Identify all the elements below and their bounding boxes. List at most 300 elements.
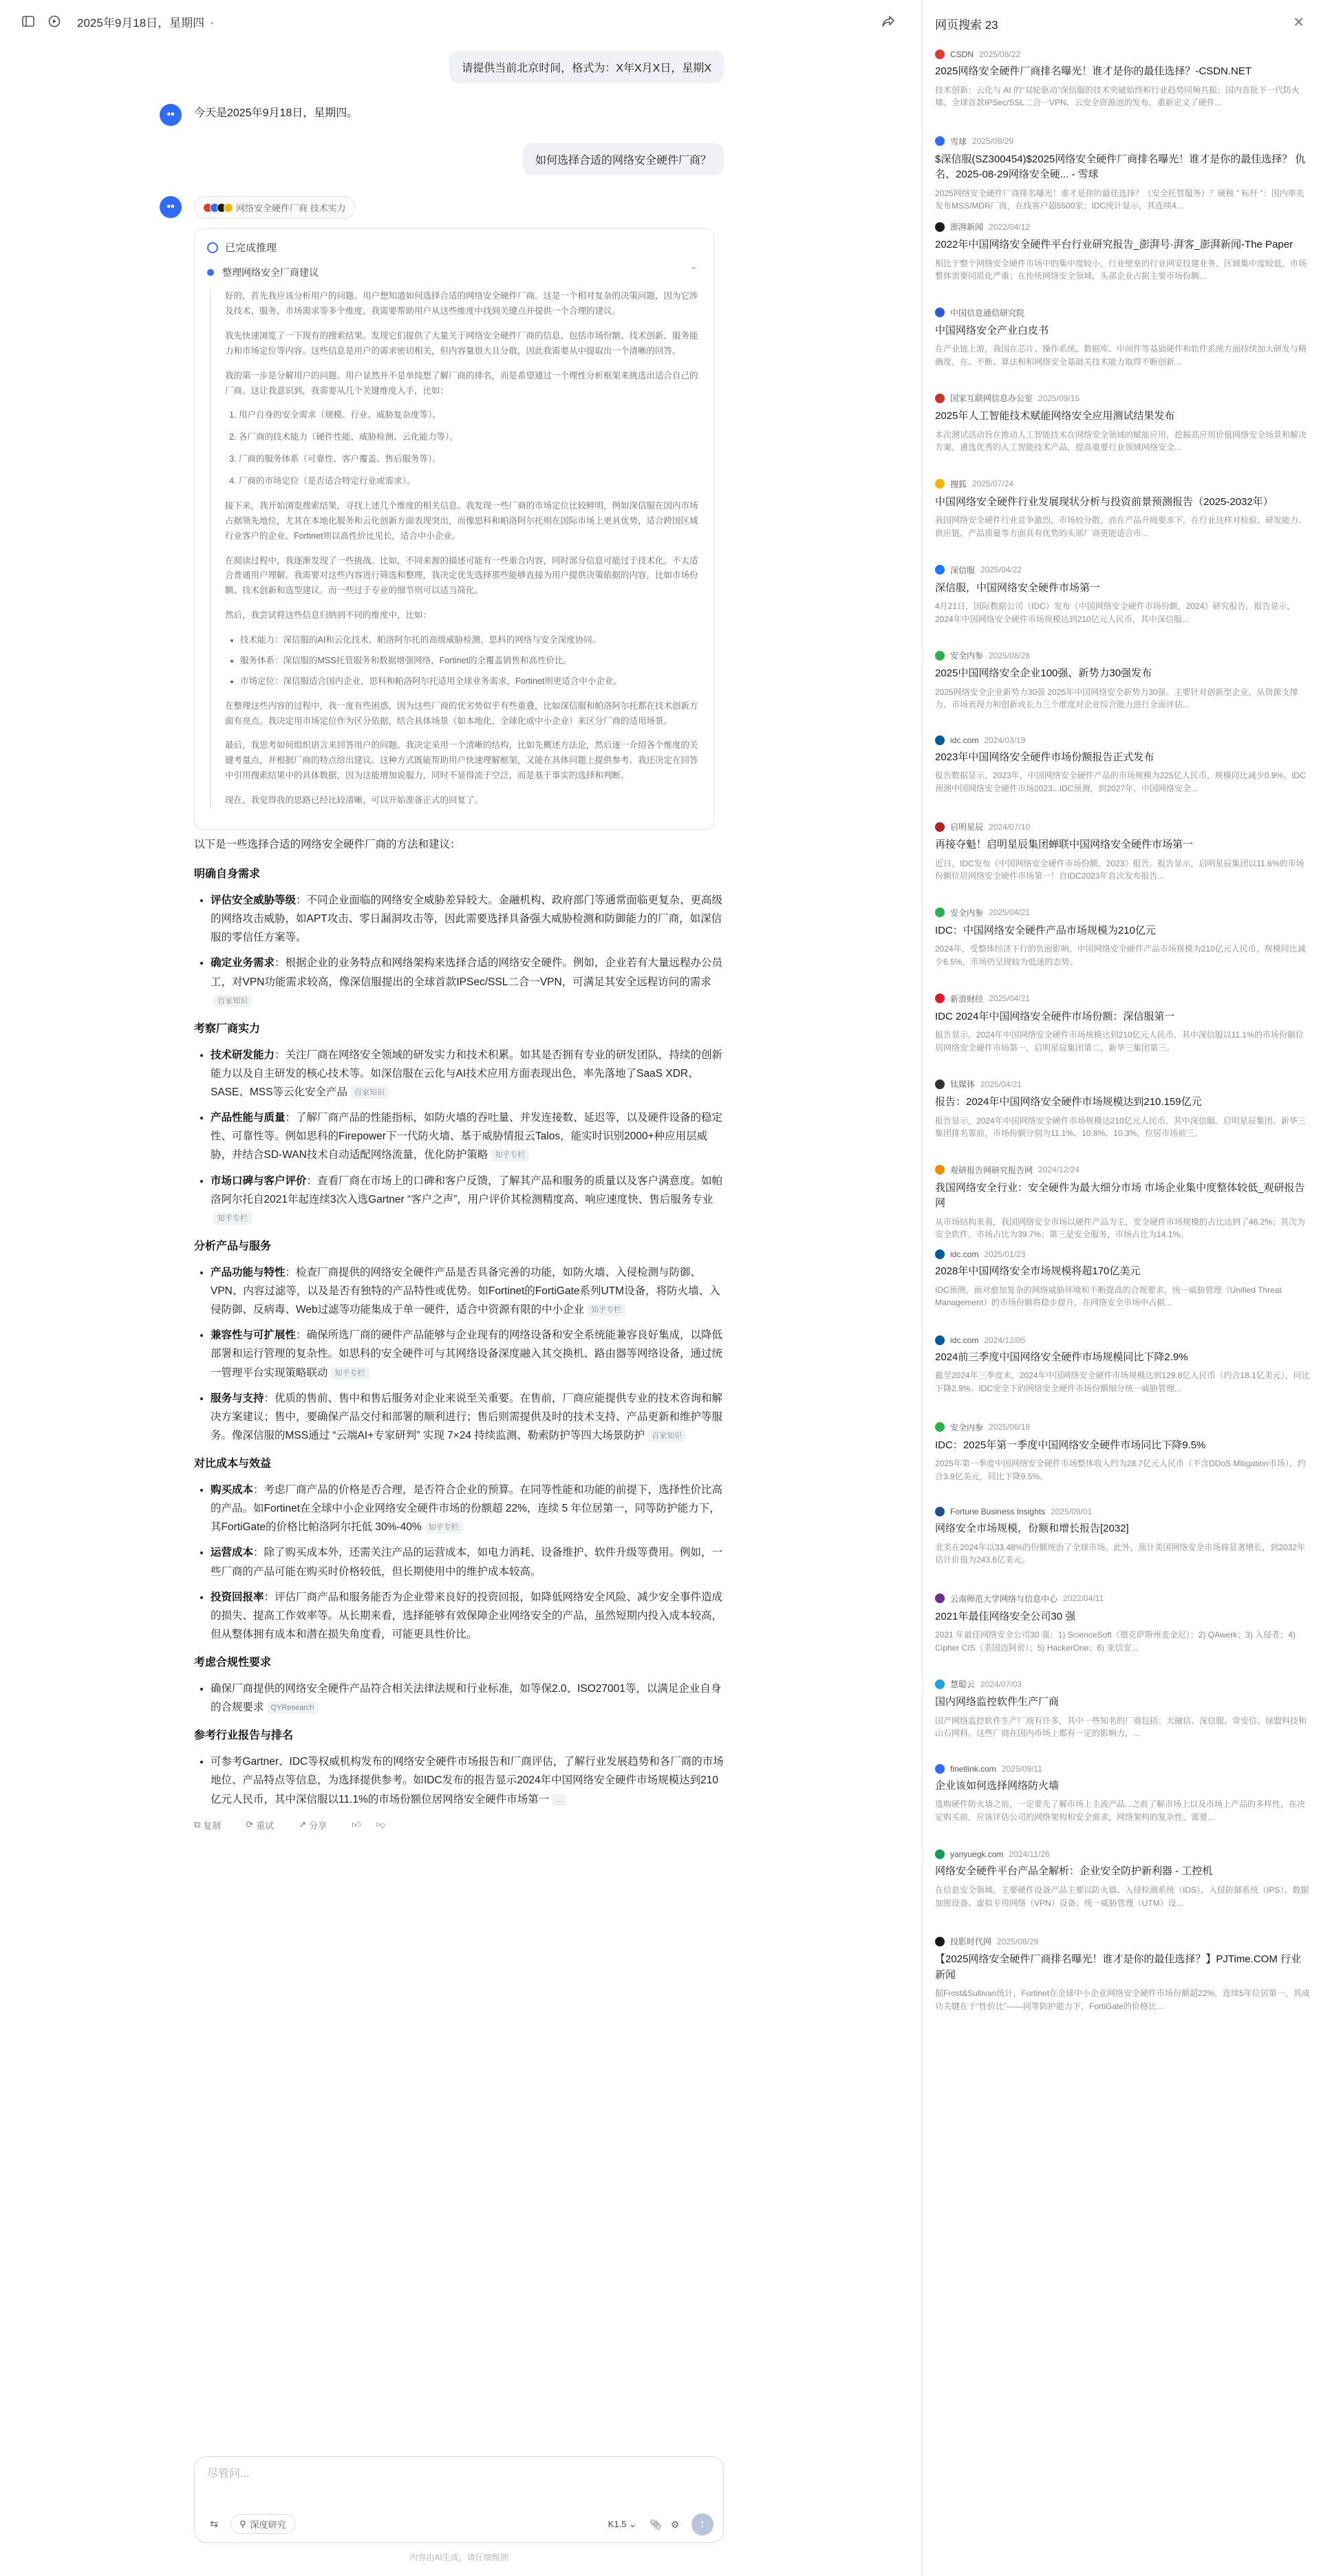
source-date: 2025/04/21 [980,1079,1022,1089]
section-list [194,891,724,1010]
item-title: 确定业务需求 [211,957,275,969]
model-label: K1.5 [608,2519,627,2529]
source-meta [935,736,1311,745]
sidebar-title: 网页搜索 23 [935,19,998,32]
source-item[interactable] [935,1164,1311,1250]
source-meta [935,821,1311,833]
source-meta [935,1849,1311,1859]
source-site: Fortune Business Insights [950,1507,1046,1517]
section-item [211,1752,724,1808]
source-title[interactable]: 2021年最佳网络安全公司30 强 [935,1610,1076,1622]
source-title[interactable]: IDC 2024年中国网络安全硬件市场份额：深信服第一 [935,1010,1175,1022]
reasoning-paragraph: 我先快速浏览了一下现有的搜索结果。发现它们提供了大量关于网络安全硬件厂商的信息，包括市场份额、技术创新、服务能力和市场定位等内容。这些信息是用户的需求密切相关，但内容量很大且分散，因此我需要从中提取出一个清晰的回答。 [225,330,698,356]
assistant-message [167,196,724,1832]
source-site: idc.com [950,735,979,745]
source-meta [935,136,1311,147]
site-favicon-icon [935,1335,945,1345]
section-heading: 对比成本与效益 [194,1458,272,1470]
source-meta [935,1507,1311,1516]
research-icon: ⚲ [239,2518,246,2529]
item-text: ：考虑厂商产品的价格是否合理，是否符合企业的预算。在同等性能和功能的前提下，选择性价比高的产品。如Fortinet在全球中小企业网络安全硬件市场的份额超 22%，连续 5 年位居第一，同等防护能力下，其FortiGate的价格比帕洛阿尔托低 30%-40% [211,1484,723,1534]
source-meta [935,478,1311,490]
site-favicon-icon [935,736,945,745]
source-snippet: 报告显示，2024年中国网络安全硬件市场规模达到210亿元人民币，其中深信服以11.1%的市场份额位居网络安全硬件市场第一，启明星辰集团第二，新华三集团第三。 [935,1030,1304,1053]
like-button[interactable] [352,1819,364,1830]
source-item[interactable] [935,1678,1311,1764]
site-favicon-icon [935,908,945,917]
source-snippet: 2024年，受整体经济下行的负面影响，中国网络安全硬件产品市场规模为210亿元人民币，规模同比减少6.5%，市场仍呈现较为低迷的态势。 [935,944,1306,967]
source-item[interactable] [935,136,1311,222]
source-title[interactable]: 再接夺魁！启明星辰集团蝉联中国网络安全硬件市场第一 [935,839,1194,851]
source-date: 2025/09/11 [1001,1763,1042,1774]
send-button[interactable] [691,2513,713,2535]
item-text: ：优质的售前、售中和售后服务对企业来说至关重要。在售前，厂商应能提供专业的技术咨询和解决方案建议；售中，要确保产品交付和部署的顺利进行；售后则需提供及时的技术支持、产品更新和维护等服务。像深信服的MSS通过 “云端AI+专家研判” 实现 7×24 持续监测、勒索防护等四大场景防护 [211,1392,723,1441]
reasoning-paragraph: 接下来，我开始浏览搜索结果，寻找上述几个维度的相关信息。我发现一些厂商的市场定位比较鲜明，例如深信服在国内市场占据领先地位，尤其在本地化服务和云化创新方面表现突出，而像思科和帕洛阿尔托则在国际市场上更具优势，适合跨国区域行业客户的企业。Fortinet则以高性价比见长，适合中小企业。 [225,500,698,541]
source-date: 2025/01/23 [984,1249,1026,1260]
reasoning-status-label: 已完成推理 [225,242,277,255]
search-sources-chip[interactable] [194,196,355,219]
item-text: ：关注厂商在网络安全领域的研发实力和技术积累。如其是否拥有专业的研发团队，持续的创新能力以及自主研发的核心技术等。如深信服在云化与AI技术应用方面表现出色，率先落地了SaaS XDR、SASE、MSS等云化安全产品 [211,1049,723,1099]
source-site: 国家互联网信息办公室 [950,394,1033,404]
site-favicon-icon [935,1764,945,1774]
reasoning-list-item: 3. 厂商的服务体系（可靠性、客户覆盖、售后服务等）。 [239,452,701,467]
item-title: 运营成本 [211,1547,254,1559]
source-title[interactable]: 中国网络安全产业白皮书 [935,324,1049,336]
section-heading: 考虑合规性要求 [194,1657,272,1669]
share-button[interactable] [299,1818,339,1832]
source-item[interactable] [935,221,1311,307]
source-snippet: 在产业链上游，我国在芯片、操作系统、数据库、中间件等基础硬件和软件系统方面持续加大研发与精确度，在、不断、算法和和网络安全基础关技术能力取得不断创新... [935,344,1307,367]
reasoning-panel [194,228,714,830]
section-list [194,1752,724,1808]
source-site: 搜狐 [950,479,967,489]
citation-badge[interactable]: 知乎专栏 [331,1367,369,1380]
ai-disclaimer: 内容由AI生成，请仔细甄别 [409,2553,508,2562]
section-item [211,1326,724,1382]
source-snippet: 2025网络安全企业新势力30强 2025年中国网络安全新势力30强。主要针对创新型企业，从资源支撑力、市场表现力和创新成长力三个维度对企业综合能力进行全面评估... [935,687,1298,710]
reasoning-list-item: 4. 厂商的市场定位（是否适合特定行业或需求）。 [239,474,701,489]
source-title[interactable]: 网络安全市场规模，份额和增长报告[2032] [935,1523,1129,1535]
user-bubble: 如何选择合适的网络安全硬件厂商？ [523,143,724,175]
site-favicon-icon [935,1165,945,1174]
section-heading: 明确自身需求 [194,868,261,881]
section-item [211,954,724,1009]
item-title: 产品功能与特性 [211,1266,286,1278]
section-list [194,1481,724,1644]
reasoning-bullet: • 市场定位：深信服适合国内企业，思科和帕洛阿尔托适用全球业务需求，Fortinet则更适合中小企业。 [240,674,701,689]
source-item[interactable] [935,1249,1311,1335]
source-site: CSDN [950,50,974,59]
source-meta [935,307,1311,319]
source-snippet: 相比于整个网络安全硬件市场中的集中度较小，行业壁垒的行业网安投建业务，区域集中度较低，市场整体需要同质化严重；在传统网络安全领域，头部企业占据主要市场份额... [935,258,1307,281]
item-text: ：检查厂商提供的网络安全硬件产品是否具备完善的功能，如防火墙、入侵检测与防御、VPN、内容过滤等，以及是否有独特的产品特性或优势。如Fortinet的FortiGate系列UTM设备，将防火墙、入侵防御、反病毒、Web过滤等功能集成于单一硬件，适合中资源有限的中小企业 [211,1266,720,1316]
reasoning-paragraph: 好的，首先我应该分析用户的问题。用户想知道如何选择合适的网络安全硬件厂商。这是一个相对复杂的决策问题，因为它涉及技术、服务、市场需求等多个维度。我需要帮助用户从这些维度中找到关键点并提供一个合理的建议。 [225,291,698,316]
source-title[interactable]: $深信服(SZ300454)$2025网络安全硬件厂商排名曝光！谁才是你的最佳选择？ 仇名、2025-08-29网络安全硬... - 雪球 [935,153,1306,181]
site-favicon-icon [935,1593,945,1603]
source-item[interactable] [935,564,1311,650]
reasoning-status[interactable] [207,240,701,255]
site-favicon-icon [935,50,945,59]
search-sidebar [922,0,1321,2576]
item-text: ：确保所选厂商的硬件产品能够与企业现有的网络设备和安全系统能兼容良好集成，以降低部署和运行管理的复杂性。如思科的安全硬件可与其网络设备深度融入其交换机、路由器等网络设备，通过统一管理平台实现策略联动 [211,1329,723,1379]
site-favicon-icon [935,1679,945,1689]
reasoning-step[interactable] [207,266,701,279]
site-favicon-icon [935,994,945,1003]
source-item[interactable] [935,50,1311,136]
retry-label: 重试 [256,1820,275,1831]
source-site: 雪球 [950,136,967,147]
site-favicon-icon [935,136,945,146]
share-label: 分享 [309,1820,327,1831]
site-favicon-icon [935,1080,945,1089]
source-meta [935,907,1311,919]
citation-badge[interactable]: QYResearch [267,1702,319,1714]
assistant-avatar: •• [160,196,182,218]
share-icon: ↗ [299,1819,307,1830]
source-title[interactable]: 2023年中国网络安全硬件市场份额报告正式发布 [935,751,1154,763]
user-message [194,51,724,83]
site-favicon-icon [935,1507,945,1516]
section-list [194,1046,724,1227]
source-site: 投影时代网 [950,1937,992,1947]
copy-icon: ⧉ [194,1819,201,1830]
site-favicon-icon [935,651,945,661]
section-item [211,1389,724,1445]
source-snippet: 据Frost&Sullivan统计，Fortinet在全球中小企业网络安全硬件市场份额超22%，连续5年位居第一，其成功关键在于“性价比”——同等防护能力下，FortiGate的价格比... [935,1988,1310,2011]
source-snippet: 国产网络监控软件生产厂商有许多，其中一些知名的厂商包括：天融信、深信服、奇安信、绿盟科技和山石网科。这些厂商在国内市场上都有一定的影响力，... [935,1715,1307,1739]
site-favicon-icon [935,394,945,403]
citation-badge[interactable]: 百家知识 [647,1430,686,1442]
source-meta [935,1764,1311,1774]
source-date: 2024/12/24 [1038,1165,1080,1175]
source-favicons [203,203,230,213]
source-item[interactable] [935,1935,1311,2021]
source-date: 2025/08/22 [979,50,1021,59]
source-title[interactable]: 网络安全硬件平台产品全解析：企业安全防护新利器 - 工控机 [935,1865,1213,1878]
source-item[interactable] [935,1507,1311,1593]
source-title[interactable]: 2025网络安全硬件厂商排名曝光！谁才是你的最佳选择？-CSDN.NET [935,65,1252,77]
source-item[interactable] [935,1764,1311,1850]
reasoning-list-item: 2. 各厂商的技术能力（硬件性能、威胁检测、云化能力等）。 [239,430,701,445]
chat-thread [167,51,724,1852]
source-date: 2025/04/21 [989,908,1031,918]
source-date: 2024/07/10 [989,822,1031,832]
assistant-text: 今天是2025年9月18日，星期四。 [194,107,358,119]
item-text: 可参考Gartner、IDC等权威机构发布的网络安全硬件市场报告和厂商评估，了解行业发展趋势和各厂商的市场地位、产品特点等信息，为选择提供参考。如IDC发布的报告显示2024年中国网络安全硬件市场规模达到210亿元人民币，其中深信服以11.1%的市场份额位居网络安全硬件市场第一 [211,1756,724,1805]
site-favicon-icon [935,1249,945,1259]
site-favicon-icon [935,1937,945,1946]
section-list [194,1679,724,1717]
arrow-up-icon: ↑ [700,2518,705,2530]
reasoning-list [225,408,701,489]
citation-badge[interactable]: 知乎专栏 [213,1212,252,1225]
source-site: finetlink.com [950,1763,996,1774]
source-title[interactable]: IDC：2025年第一季度中国网络安全硬件市场同比下降9.5% [935,1439,1206,1451]
source-date: 2025/09/15 [1038,393,1080,403]
source-item[interactable] [935,1335,1311,1421]
composer-right [608,2513,713,2535]
answer-intro: 以下是一些选择合适的网络安全硬件厂商的方法和建议： [194,838,461,850]
item-text: 确保厂商提供的网络安全硬件产品符合相关法律法规和行业标准，如等保2.0、ISO27001等，以满足企业自身的合规要求 [211,1683,722,1714]
model-selector[interactable]: K1.5 ⌄ [608,2519,636,2529]
source-site: idc.com [950,1335,979,1345]
copy-label: 复制 [203,1820,222,1831]
chevron-down-icon[interactable]: ⌄ [208,17,216,26]
source-title[interactable]: 我国网络安全行业：安全硬件为最大细分市场 市场企业集中度整体较低_观研报告网 [935,1181,1305,1210]
section-item [211,1172,724,1227]
source-site: 云南师范大学网络与信息中心 [950,1593,1058,1604]
answer-sections [194,865,724,1809]
item-text: ：了解厂商产品的性能指标，如防火墙的吞吐量、并发连接数、延迟等，以及硬件设备的稳定性、可靠性等。例如思科的Firepower下一代防火墙、基于威胁情报云Talos，能实时识别2000+种应用层威胁，并结合SD-WAN技术自动适配网络流量，优化防护策略 [211,1112,723,1161]
source-item[interactable] [935,1849,1311,1935]
source-site: 深信服 [950,565,976,575]
citation-badge[interactable]: 知乎专栏 [425,1521,463,1534]
reasoning-step-label: 整理网络安全厂商建议 [222,267,319,279]
source-snippet: 2025网络安全硬件厂商排名曝光！谁才是你的最佳选择？（安全托管服务）？硬核 “ 标杆 ”：国内率先发布MSS/MDR厂商，在线客户超5500家；IDC统计显示，其连续4... [935,188,1304,211]
source-site: idc.com [950,1249,979,1260]
section-item [211,1588,724,1644]
item-title: 服务与支持 [211,1392,264,1404]
source-title[interactable]: 报告：2024年中国网络安全硬件市场规模达到210.159亿元 [935,1096,1202,1108]
reasoning-list-item: 1. 用户自身的安全需求（规模、行业、威胁复杂度等）。 [239,408,701,423]
thumbs-down-icon: 👎︎ [376,1819,385,1830]
reasoning-paragraph: 在整理这些内容的过程中，我一度有些困惑，因为这些厂商的优劣势似乎有些重叠，比如深信服和帕洛阿尔托都在技术创新方面有亮点。我决定用市场定位作为区分依据，结合具体场景（如本地化、全球化或中小企业）来区分厂商的适用场景。 [225,700,698,726]
item-title: 评估安全威胁等级 [211,894,297,907]
source-item[interactable] [935,307,1311,393]
source-snippet: 报告显示，2024年中国网络安全硬件市场规模达210亿元人民币，其中深信服、启明星辰集团、新华三集团排名靠前，市场份额分别为11.1%、10.8%、10.3%，位居市场前三。 [935,1115,1306,1139]
source-snippet: 4月21日，国际数据公司（IDC）发布《中国网络安全硬件市场份额，2024》研究报告。报告显示，2024年中国网络安全硬件市场规模达到210亿元人民币，其中深信服... [935,601,1296,624]
citation-badge[interactable]: 百家知识 [350,1086,389,1099]
section-heading: 参考行业报告与排名 [194,1730,294,1742]
user-bubble: 请提供当前北京时间，格式为：X年X月X日，星期X [449,51,724,83]
section-item [211,1046,724,1102]
share-icon[interactable] [878,11,899,32]
message-actions [194,1818,724,1832]
reasoning-paragraph: 最后，我思考如何组织语言来回答用户的问题。我决定采用一个清晰的结构，比如先概述方法论，然后逐一介绍各个维度的关键考量点，并根据厂商的特点给出建议。这种方式既能帮助用户快速理解框架，又能在具体问题上提供参考。我还决定在回答中引用搜索结果中的具体数据，因为这能增加说服力，同时不显得流于空泛，而是基于事实的选择和判断。 [225,740,698,781]
source-date: 2025/08/29 [972,136,1014,147]
source-date: 2024/07/03 [980,1679,1022,1689]
section-item [211,891,724,947]
reasoning-bullets [225,633,701,689]
section-item [211,1481,724,1536]
search-query-label: 网络安全硬件厂商 技术实力 [236,203,346,214]
item-title: 购买成本 [211,1484,254,1496]
source-item[interactable] [935,478,1311,564]
chevron-up-icon[interactable]: ⌃ [689,266,697,276]
source-title[interactable]: 2025中国网络安全企业100强、新势力30强发布 [935,667,1152,680]
section-heading: 分析产品与服务 [194,1240,272,1252]
site-favicon-icon [935,479,945,489]
source-item[interactable] [935,736,1311,822]
source-snippet: 报告数据显示，2023年，中国网络安全硬件产品的市场规模为225亿人民币，规模同比减少0.9%。IDC预测中国网络安全硬件市场2023...IDC预测，到2027年，中国网络安全... [935,771,1306,793]
citation-badge[interactable]: 知乎专栏 [587,1304,625,1316]
source-site: 启明星辰 [950,822,984,833]
top-bar [0,0,922,43]
source-title[interactable]: 国内网络监控软件生产厂商 [935,1696,1060,1708]
reasoning-paragraph: 现在，我觉得我的思路已经比较清晰，可以开始准备正式的回复了。 [225,795,484,806]
source-meta [935,1249,1311,1259]
sidebar-toggle-icon[interactable] [18,11,39,32]
reasoning-body [210,289,701,808]
source-meta [935,1678,1311,1690]
source-date: 2025/04/22 [980,565,1022,575]
section-heading: 考察厂商实力 [194,1022,261,1035]
source-snippet: 2025年第一季度中国网络安全硬件市场整体收入约为28.7亿元人民币（不含DDoS Mitigation市场），约合3.9亿美元，同比下降9.5%。 [935,1459,1306,1481]
source-meta [935,392,1311,404]
section-item [211,1263,724,1319]
source-date: 2024/12/05 [984,1335,1026,1345]
source-site: 中国信息通信研究院 [950,308,1025,318]
assistant-message [167,104,724,122]
source-snippet: 我国网络安全硬件行业竞争激烈，市场较分散，而在产品升级要求下，在行业这样对检验、研发能力、供应链、产品质量等方面具有优势的头部厂商更能适合市... [935,515,1307,539]
source-title[interactable]: 深信服，中国网络安全硬件市场第一 [935,581,1101,594]
source-item[interactable] [935,1078,1311,1164]
source-item[interactable] [935,907,1311,993]
source-date: 2025/08/28 [989,650,1031,661]
section-item [211,1679,724,1717]
item-text: ：查看厂商在市场上的口碑和客户反馈，了解其产品和服务的质量以及客户满意度。如帕洛阿尔托自2021年起连续3次入选Gartner “客户之声”，用户评价其检测精度高、响应速度快、售后服务专业 [211,1174,723,1205]
source-item[interactable] [935,1593,1311,1679]
source-site: 安全内参 [950,908,984,918]
copy-button[interactable] [194,1818,233,1832]
source-meta [935,564,1311,576]
retry-button[interactable] [246,1818,286,1832]
item-text: ：评估厂商产品和服务能否为企业带来良好的投资回报，如降低网络安全风险、减少安全事件造成的损失、提高工作效率等。从长期来看，选择能够有效保障企业网络安全的产品，虽然短期内投入成本较高，但从整体拥有成本和潜在损失角度看，可能更具性价比。 [211,1591,723,1640]
source-title[interactable]: 企业该如何选择网络防火墙 [935,1779,1060,1792]
source-meta [935,1935,1311,1947]
deep-research-label: 深度研究 [250,2520,286,2530]
source-item[interactable] [935,821,1311,907]
chat-title[interactable]: 2025年9月18日，星期四 [77,16,205,30]
source-date: 2022/04/11 [1063,1593,1104,1604]
source-site: 新浪财经 [950,994,984,1004]
source-snippet: 技术创新：云化与 AI 的“双轮驱动”深信服的技术突破始终和行业趋势同频共振：国内首批下一代防火墙、全球首款IPSec/SSL二合一VPN、云安全资源池的发布，重新定义了硬件... [935,85,1300,108]
site-favicon-icon [935,565,945,575]
composer-tools [204,2514,295,2534]
section-item [211,1108,724,1164]
site-favicon-icon [935,822,945,832]
item-title: 市场口碑与客户评价 [211,1174,307,1187]
deep-research-button[interactable] [230,2514,295,2534]
source-site: 安全内参 [950,651,984,661]
item-title: 投资回报率 [211,1591,264,1603]
source-meta [935,1164,1311,1176]
source-title[interactable]: 中国网络安全硬件行业发展现状分析与投资前景预测报告（2025-2032年） [935,495,1274,508]
source-meta [935,1593,1311,1604]
source-date: 2025/09/01 [1051,1507,1093,1517]
source-site: 观研报告网研究报告网 [950,1165,1033,1175]
source-date: 2025/06/18 [989,1422,1031,1432]
chat-input[interactable] [207,2468,702,2480]
item-text: ：除了购买成本外，还需关注产品的运营成本，如电力消耗、设备维护、软件升级等费用。例如，一些厂商的产品可能在购买时价格较低，但长期使用中的维护成本较高。 [211,1547,723,1578]
site-favicon-icon [935,1849,945,1859]
lightbulb-icon [207,242,218,253]
thumbs-up-icon: 👍︎ [352,1819,361,1830]
chat-composer [194,2456,724,2543]
dislike-button[interactable] [376,1819,388,1830]
site-favicon-icon [935,222,945,232]
source-meta [935,993,1311,1005]
source-item[interactable] [935,1421,1311,1507]
attach-icon[interactable]: 📎︎ [649,2518,662,2530]
source-title[interactable]: 【2025网络安全硬件厂商排名曝光！谁才是你的最佳选择？】PJTime.COM 行业新闻 [935,1953,1301,1981]
source-item[interactable] [935,993,1311,1079]
source-meta [935,1421,1311,1433]
source-snippet: IDC预测，面对愈加复杂的网络威胁环境和不断提高的合规要求，统一威胁管理（Unified Threat Management）的市场份额将稳步提升，在网络安全市场中占据... [935,1285,1282,1308]
source-item[interactable] [935,392,1311,478]
source-meta [935,650,1311,661]
source-snippet: 在信息安全领域，主要硬件设备产品主要以防火墙、入侵检测系统（IDS）、入侵防御系统（IPS）、数据加密设备、虚拟专用网络（VPN）设备、统一威胁管理（UTM）设... [935,1885,1309,1908]
reasoning-paragraph: 我的第一步是分解用户的问题。用户显然并不是单纯想了解厂商的排名，而是希望通过一个理性分析框架来挑选出适合自己的厂商。这让我意识到，我需要从几个关键维度入手，比如： [225,370,698,396]
reasoning-paragraph: 然后，我尝试将这些信息归纳到不同的维度中，比如： [225,610,432,621]
source-date: 2025/08/29 [997,1936,1039,1946]
source-snippet: 截至2024年三季度末，2024年中国网络安全硬件市场规模达到129.8亿人民币（约合18.1亿美元），同比下降2.9%。IDC安全下的网络安全硬件市场份额细分统一威胁管理... [935,1371,1310,1393]
source-meta [935,221,1311,233]
source-title[interactable]: 2022年中国网络安全硬件平台行业研究报告_澎湃号·湃客_澎湃新闻-The Paper [935,239,1293,251]
source-date: 2025/04/21 [989,994,1031,1004]
close-icon[interactable]: ✕ [1293,15,1304,30]
reasoning-paragraph: 在阅读过程中，我逐渐发现了一些挑战。比如，不同来源的描述可能有一些重合内容，同时部分信息可能过于技术化。不太适合普通用户理解。我需要对这些内容进行筛选和整理，我决定优先选择那些能够直接为用户提供决策依据的内容，比如市场份额、技术创新和选型建议。而一些过于专业的细节则可以适当简化。 [225,555,698,596]
source-meta [935,1078,1311,1090]
source-title[interactable]: IDC：中国网络安全硬件产品市场规模为210亿元 [935,924,1156,936]
source-item[interactable] [935,650,1311,736]
source-list [935,50,1311,2021]
user-message [194,143,724,175]
source-snippet: 选购硬件防火墙之前，一定要先了解市场上主流产品...之前了解市场上以及市场上产品的多样性，在决定购买前，应该评估公司的网络架构和安全需求，网络架构的复杂性、需要... [935,1799,1306,1822]
item-text: ：根据企业的业务特点和网络架构来选择合适的网络安全硬件。例如，企业若有大量远程办公员工，对VPN功能需求较高，像深信服提出的全球首款IPSec/SSL二合一VPN，可满足其安全远程访问的需求 [211,957,723,988]
site-favicon-icon [935,1422,945,1432]
toggle-icon[interactable]: ⇆ [210,2518,218,2529]
site-favicon-icon [935,308,945,317]
source-title[interactable]: 2024前三季度中国网络安全硬件市场规模同比下降2.9% [935,1351,1188,1363]
source-site: 慧聪云 [950,1679,976,1690]
citation-badge[interactable]: 知乎专栏 [491,1149,529,1161]
source-snippet: 北美在2024年以33.48%的份额统治了全球市场。此外，预计美国网络安全市场将显著增长，到2032年估计价值为243.6亿美元。 [935,1542,1306,1565]
answer-body [194,835,724,1809]
item-title: 兼容性与可扩展性 [211,1329,297,1342]
source-site: 澎湃新闻 [950,222,984,233]
citation-badge[interactable]: 百家知识 [213,995,252,1007]
source-date: 2024/03/19 [984,735,1026,745]
source-site: 安全内参 [950,1422,984,1432]
source-site: yanyuegk.com [950,1849,1004,1860]
section-item [211,1543,724,1580]
source-snippet: 2021 年最佳网络安全公司30 强：1) ScienceSoft（德克萨斯州麦金尼）；2) QAwerk；3) 入侵者；4) Cipher CIS（美国迈阿密）；5) HackerOne；6) 亚信安... [935,1630,1296,1653]
reasoning-bullet: • 服务体系：深信服的MSS托管服务和数据增强网络，Fortinet的全覆盖销售和高性价比。 [240,654,701,669]
settings-icon[interactable]: ⚙ [670,2518,680,2530]
section-list [194,1263,724,1445]
item-text: ：不同企业面临的网络安全威胁差异较大。金融机构、政府部门等通常面临更复杂、更高级的网络攻击威胁，如APT攻击、零日漏洞攻击等，因此需要选择具备强大威胁检测和防御能力的厂商，如深信服的零信任方案等。 [211,894,723,944]
reasoning-bullet: • 技术能力：深信服的AI和云化技术，帕洛阿尔托的高级威胁检测，思科的网络与安全深度协同。 [240,633,701,648]
source-snippet: 从市场结构来看，我国网络安全市场以硬件产品为主，安全硬件市场规模的占比达到了46.2%；其次为安全软件，市场占比为39.7%；第三是安全服务，市场占比为14.1%。 [935,1216,1306,1240]
source-snippet: 本次测试活动旨在推动人工智能技术在网络安全领域的赋能应用，挖掘高应用价值网络安全场景和解决方案，遴选优秀的人工智能技术产品，提高重要行业领域网络安全... [935,429,1307,453]
source-date: 2025/07/24 [972,479,1014,489]
assistant-avatar: •• [160,104,182,126]
source-snippet: 近日，IDC发布《中国网络安全硬件市场份额，2023》报告。报告显示，启明星辰集团以11.6%的市场份额位居网络安全硬件市场第一！自IDC2023年首次发布报告... [935,858,1304,881]
item-title: 技术研发能力 [211,1049,275,1061]
refresh-icon: ⟳ [246,1819,254,1830]
item-title: 产品性能与质量 [211,1112,286,1124]
source-date: 2022/04/12 [989,222,1031,232]
step-dot-icon [207,269,214,276]
source-title[interactable]: 2028年中国网络安全市场规模将超170亿美元 [935,1265,1141,1278]
new-chat-icon[interactable] [44,11,65,32]
source-title[interactable]: 2025年人工智能技术赋能网络安全应用测试结果发布 [935,410,1175,422]
source-meta [935,50,1311,59]
source-site: 钛媒体 [950,1080,976,1090]
source-meta [935,1335,1311,1345]
citation-badge[interactable]: ... [552,1794,566,1806]
